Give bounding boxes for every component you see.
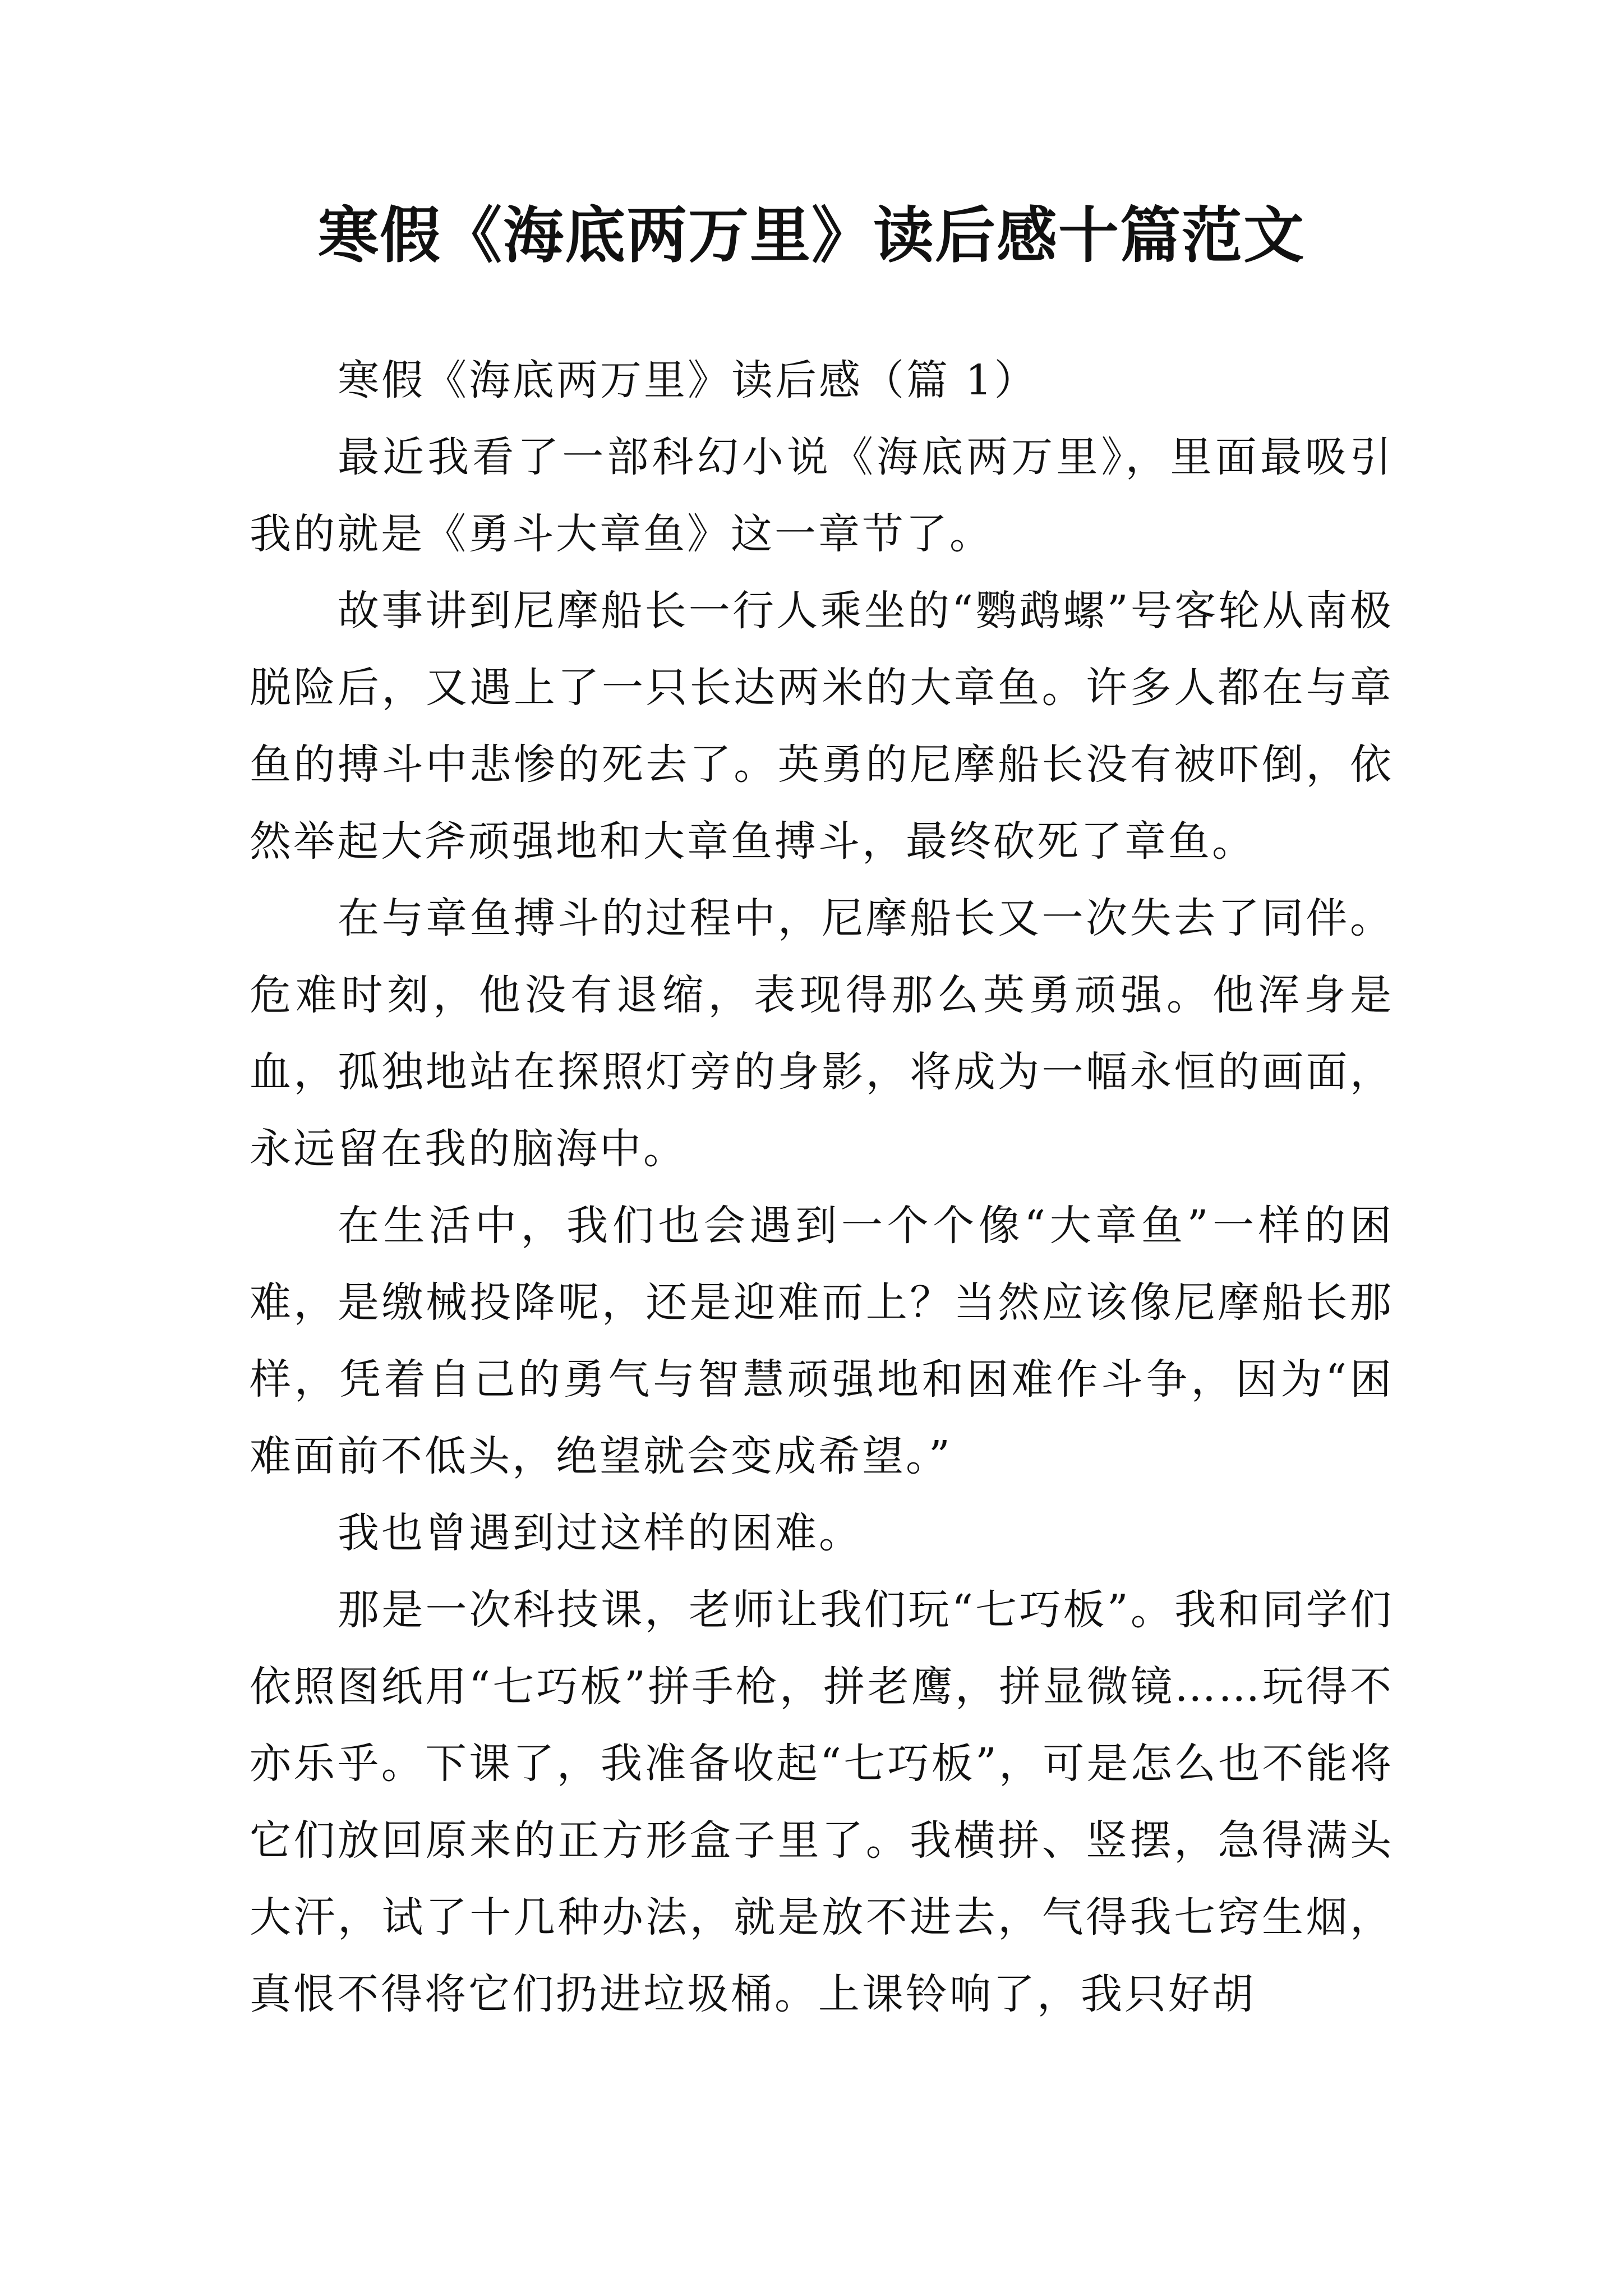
paragraph: 最近我看了一部科幻小说《海底两万里》，里面最吸引我的就是《勇斗大章鱼》这一章节了。 xyxy=(250,433,1394,558)
paragraph: 我也曾遇到过这样的困难。 xyxy=(338,1509,863,1557)
document-title: 寒假《海底两万里》读后感十篇范文 xyxy=(317,200,1305,271)
section-heading: 寒假《海底两万里》读后感（篇 1） xyxy=(338,356,1038,404)
paragraph: 在生活中，我们也会遇到一个个像“大章鱼”一样的困难，是缴械投降呢，还是迎难而上？当然应该像尼摩船长那样，凭着自己的勇气与智慧顽强地和困难作斗争，因为“困难面前不低头，绝望就会变成希望。” xyxy=(250,1202,1394,1480)
paragraph: 那是一次科技课，老师让我们玩“七巧板”。我和同学们依照图纸用“七巧板”拼手枪，拼老鹰，拼显微镜……玩得不亦乐乎。下课了，我准备收起“七巧板”，可是怎么也不能将它们放回原来的正方形盒子里了。我横拼、竖摆，急得满头大汗，试了十几种办法，就是放不进去，气得我七窍生烟，真恨不得将它们扔进垃圾桶。上课铃响了，我只好胡 xyxy=(250,1586,1394,2018)
paragraph: 在与章鱼搏斗的过程中，尼摩船长又一次失去了同伴。危难时刻，他没有退缩，表现得那么英勇顽强。他浑身是血，孤独地站在探照灯旁的身影，将成为一幅永恒的画面，永远留在我的脑海中。 xyxy=(250,894,1394,1173)
document-body xyxy=(250,342,1394,2033)
paragraph: 故事讲到尼摩船长一行人乘坐的“鹦鹉螺”号客轮从南极脱险后，又遇上了一只长达两米的大章鱼。许多人都在与章鱼的搏斗中悲惨的死去了。英勇的尼摩船长没有被吓倒，依然举起大斧顽强地和大章鱼搏斗，最终砍死了章鱼。 xyxy=(250,587,1394,866)
